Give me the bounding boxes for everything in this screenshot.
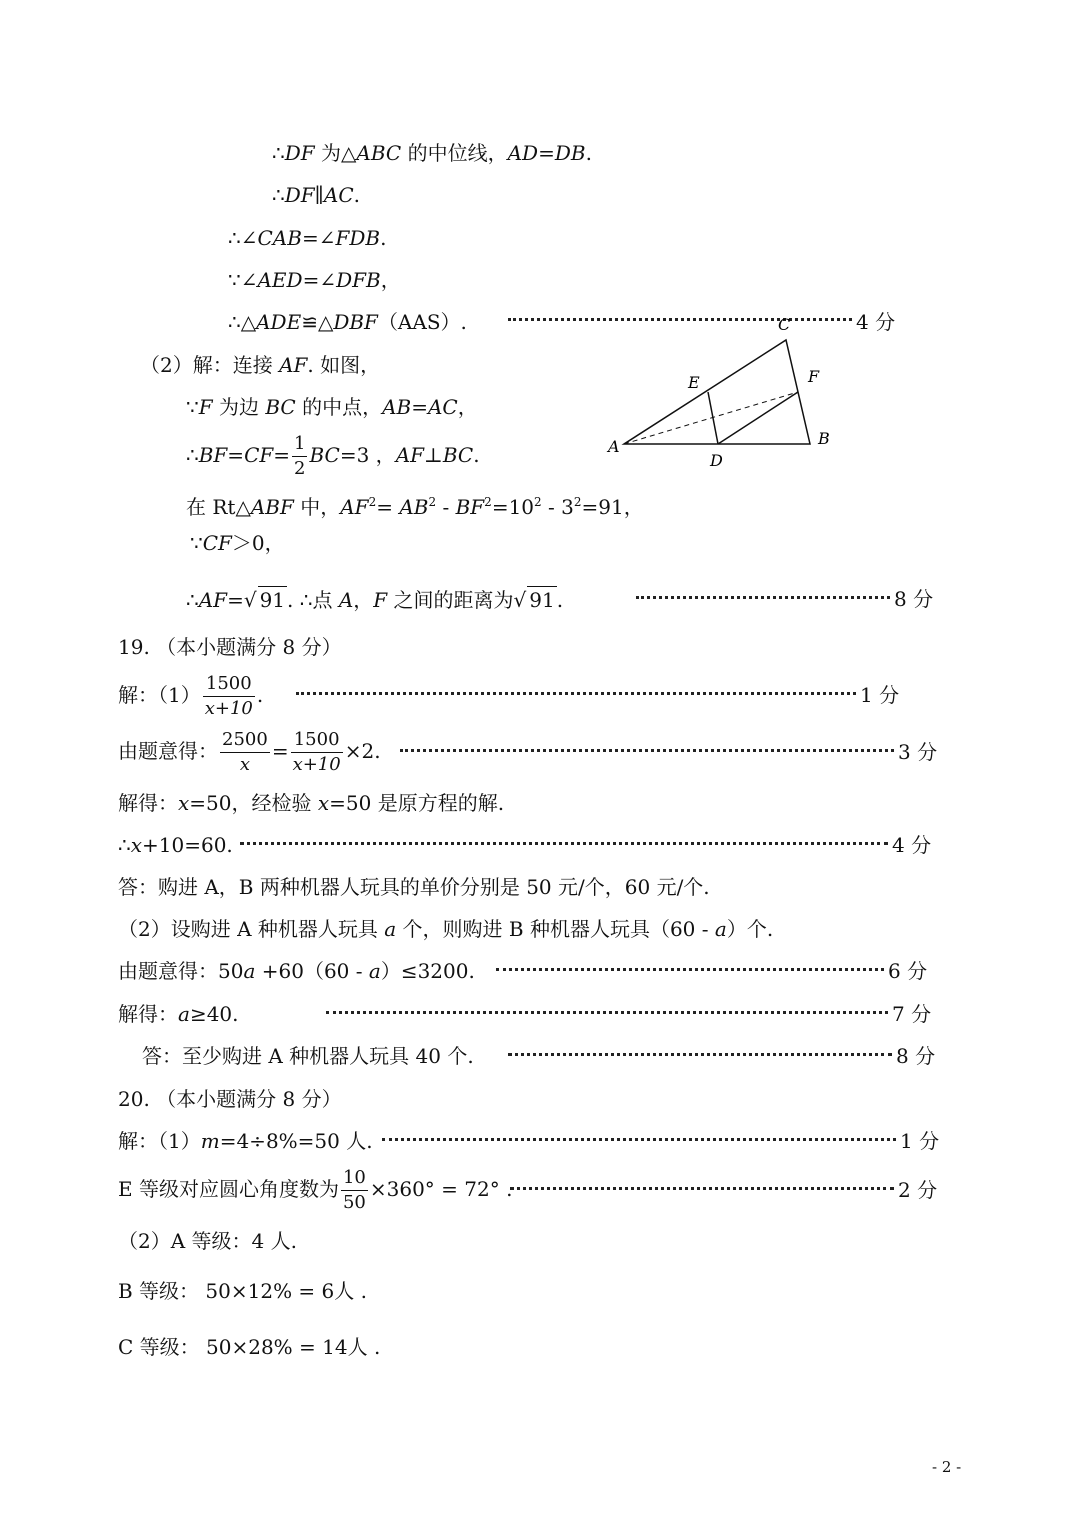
score-label: 8 分 <box>896 1044 936 1068</box>
part2-line-3: ∴BF=CF= $\frac{1}{2}$ BC=3 ，AF⊥BC. <box>186 433 480 479</box>
score-label: 1 分 <box>860 683 900 707</box>
q19-step-8: 解得：a≥40. <box>118 1002 239 1026</box>
triangle-abc <box>624 340 810 444</box>
dot-leader <box>508 1053 892 1056</box>
fraction: $\frac{1}{2}$ <box>294 433 306 479</box>
dot-leader <box>510 1187 894 1190</box>
part2-line-1: （2）解：连接 AF. 如图， <box>140 353 381 377</box>
dot-leader <box>636 596 890 599</box>
q19-step-4: ∴x+10=60. <box>118 833 233 857</box>
segment-af <box>624 392 798 444</box>
score-label: 6 分 <box>888 959 928 983</box>
score-label: 8 分 <box>894 587 934 611</box>
page-number: - 2 - <box>932 1458 962 1476</box>
part2-line-5: ∵CF＞0， <box>190 531 285 555</box>
score-label: 3 分 <box>898 740 938 764</box>
proof-line-2: ∴DF∥AC. <box>272 183 361 207</box>
q19-step-3: 解得：x=50，经检验 x=50 是原方程的解. <box>118 791 505 815</box>
dot-leader <box>382 1138 896 1141</box>
part2-line-6: ∴AF=√ 91 . ∴点 A，F 之间的距离为√ 91 . <box>186 588 564 612</box>
score-label: 2 分 <box>898 1178 938 1202</box>
q20-header: 20. （本小题满分 8 分） <box>118 1087 342 1111</box>
q19-step-6: （2）设购进 A 种机器人玩具 a 个，则购进 B 种机器人玩具（60 - a）个. <box>118 917 774 941</box>
proof-line-4: ∵∠AED=∠DFB， <box>228 268 401 292</box>
score-label: 1 分 <box>900 1129 940 1153</box>
q20-step-4: B 等级： 50×12% = 6人 . <box>118 1279 367 1303</box>
dot-leader <box>326 1011 888 1014</box>
q19-step-1: 解：（1） $\frac{1500}{x+10}$ . <box>118 673 264 719</box>
dot-leader <box>400 749 894 752</box>
q20-step-2: E 等级对应圆心角度数为 $\frac{10}{50}$ ×360° = 72° . <box>118 1167 513 1213</box>
triangle-figure <box>600 310 840 470</box>
label-d: D <box>710 451 723 470</box>
q19-step-7: 由题意得：50a +60（60 - a）≤3200. <box>118 959 475 983</box>
proof-line-1: ∴DF 为△ABC 的中位线，AD=DB. <box>272 141 592 165</box>
label-e: E <box>688 373 700 392</box>
fraction: $\frac{10}{50}$ <box>342 1167 366 1213</box>
score-label: 4 分 <box>856 310 896 334</box>
label-a: A <box>608 437 620 456</box>
dot-leader <box>496 968 884 971</box>
score-label: 4 分 <box>892 833 932 857</box>
segment-df <box>718 392 798 444</box>
dot-leader <box>240 842 888 845</box>
proof-line-5: ∴△ADE≌△DBF（AAS）. <box>228 310 467 334</box>
q20-step-1: 解：（1）m=4÷8%=50 人. <box>118 1129 373 1153</box>
part2-line-4: 在 Rt△ABF 中，$AF^2= AB^2 - BF^2=10^2 - 3^2=91$， <box>186 495 644 519</box>
q20-step-5: C 等级： 50×28% = 14人 . <box>118 1335 381 1359</box>
segment-ed <box>708 392 718 444</box>
q20-step-3: （2）A 等级：4 人. <box>118 1229 297 1253</box>
q19-answer-2: 答：至少购进 A 种机器人玩具 40 个. <box>142 1044 474 1068</box>
label-f: F <box>808 367 820 386</box>
fraction: $\frac{2500}{x}$ <box>222 729 268 775</box>
label-c: C <box>778 315 791 334</box>
proof-line-3: ∴∠CAB=∠FDB. <box>228 226 387 250</box>
fraction: $\frac{1500}{x+10}$ <box>292 729 341 775</box>
q19-answer-1: 答：购进 A，B 两种机器人玩具的单价分别是 50 元/个，60 元/个. <box>118 875 710 899</box>
q19-step-2: 由题意得： $\frac{2500}{x}$ = $\frac{1500}{x+10}$ ×2. <box>118 729 381 775</box>
part2-line-2: ∵F 为边 BC 的中点，AB=AC， <box>186 395 478 419</box>
q19-header: 19. （本小题满分 8 分） <box>118 635 342 659</box>
label-b: B <box>818 429 830 448</box>
dot-leader <box>296 692 856 695</box>
fraction: $\frac{1500}{x+10}$ <box>204 673 253 719</box>
score-label: 7 分 <box>892 1002 932 1026</box>
